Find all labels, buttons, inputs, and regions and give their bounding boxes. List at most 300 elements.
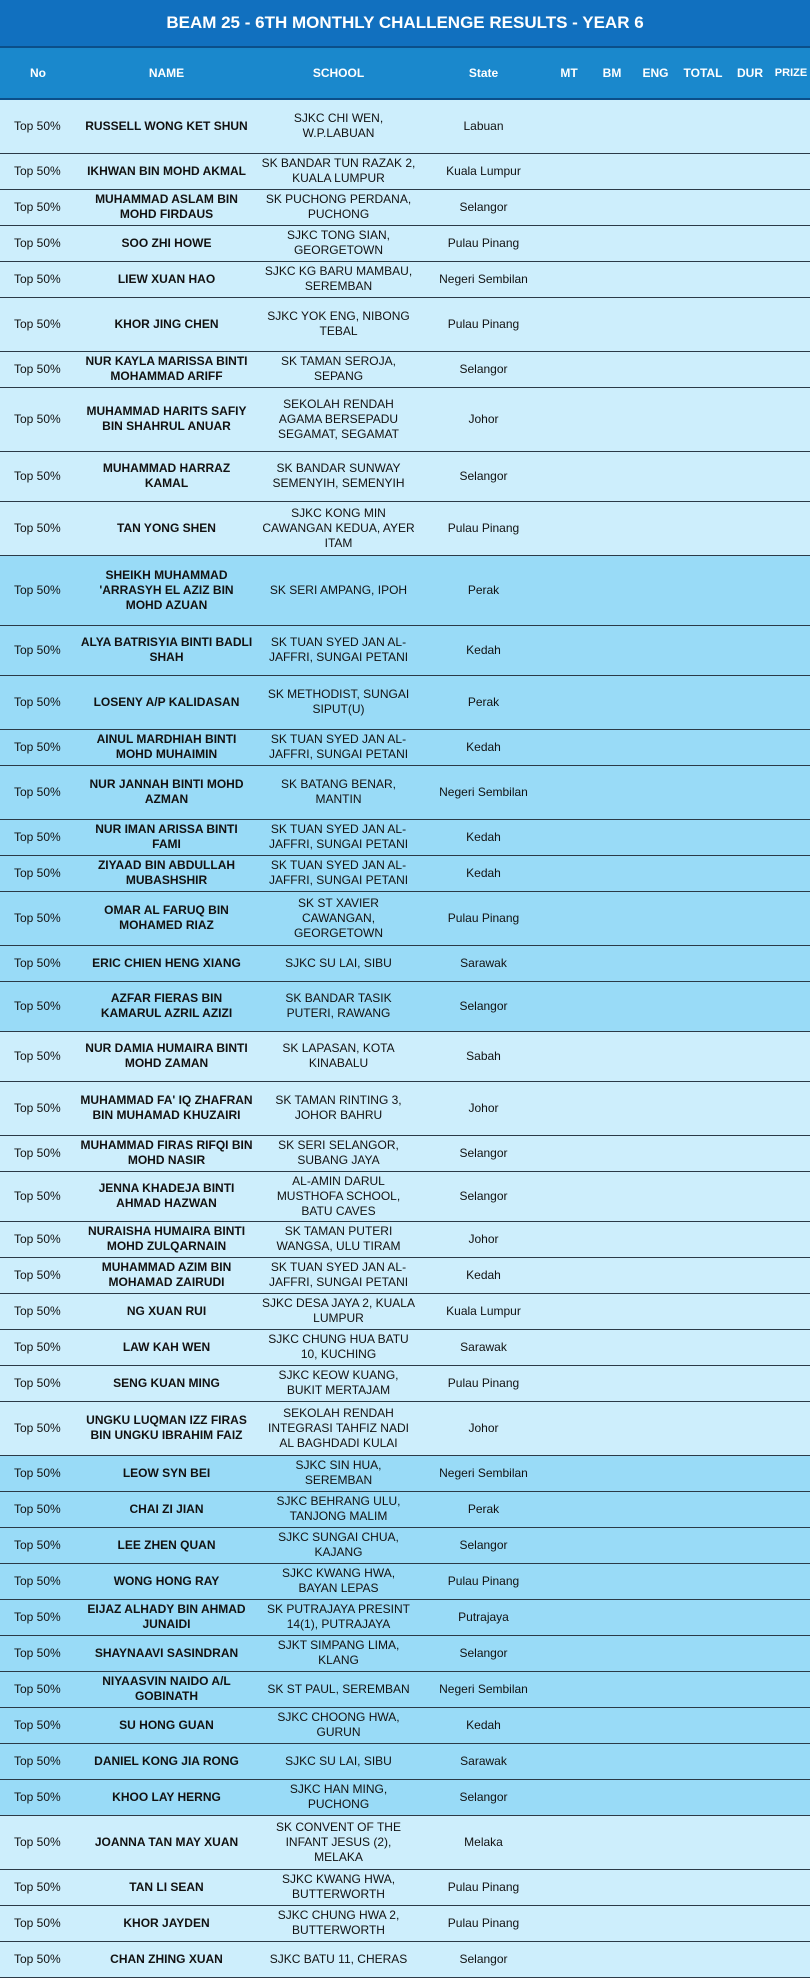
results-table: [0, 48, 810, 1978]
cell-mt: [547, 297, 591, 351]
cell-bm: [591, 675, 633, 729]
cell-mt: [547, 1081, 591, 1135]
cell-state: Kedah: [420, 729, 547, 765]
cell-bm: [591, 261, 633, 297]
cell-state: Perak: [420, 675, 547, 729]
cell-school: SJKC CHUNG HWA 2, BUTTERWORTH: [257, 1905, 420, 1941]
cell-name: KHOR JING CHEN: [76, 297, 257, 351]
cell-mt: [547, 99, 591, 153]
cell-bm: [591, 153, 633, 189]
cell-state: Selangor: [420, 1635, 547, 1671]
cell-state: Kedah: [420, 1257, 547, 1293]
cell-state: Selangor: [420, 1135, 547, 1171]
cell-no: Top 50%: [0, 1599, 76, 1635]
cell-school: SJKC HAN MING, PUCHONG: [257, 1779, 420, 1815]
cell-total: [678, 1401, 728, 1455]
cell-mt: [547, 1329, 591, 1365]
cell-eng: [633, 675, 678, 729]
cell-dur: [728, 387, 772, 451]
cell-prize: [772, 1031, 810, 1081]
cell-name: AZFAR FIERAS BIN KAMARUL AZRIL AZIZI: [76, 981, 257, 1031]
cell-mt: [547, 1455, 591, 1491]
cell-dur: [728, 1671, 772, 1707]
table-row: [0, 729, 810, 765]
cell-name: OMAR AL FARUQ BIN MOHAMED RIAZ: [76, 891, 257, 945]
cell-no: Top 50%: [0, 1869, 76, 1905]
cell-mt: [547, 387, 591, 451]
cell-dur: [728, 225, 772, 261]
cell-bm: [591, 1329, 633, 1365]
cell-total: [678, 765, 728, 819]
cell-mt: [547, 1031, 591, 1081]
table-row: [0, 765, 810, 819]
cell-name: LAW KAH WEN: [76, 1329, 257, 1365]
cell-school: SK TUAN SYED JAN AL-JAFFRI, SUNGAI PETANI: [257, 729, 420, 765]
cell-mt: [547, 351, 591, 387]
cell-state: Johor: [420, 1081, 547, 1135]
cell-dur: [728, 1257, 772, 1293]
cell-name: CHAI ZI JIAN: [76, 1491, 257, 1527]
cell-school: SJKC SUNGAI CHUA, KAJANG: [257, 1527, 420, 1563]
cell-no: Top 50%: [0, 1135, 76, 1171]
cell-school: SK BANDAR TASIK PUTERI, RAWANG: [257, 981, 420, 1031]
table-row: [0, 1779, 810, 1815]
cell-no: Top 50%: [0, 1221, 76, 1257]
cell-prize: [772, 819, 810, 855]
cell-no: Top 50%: [0, 153, 76, 189]
cell-school: SK CONVENT OF THE INFANT JESUS (2), MELAKA: [257, 1815, 420, 1869]
table-row: [0, 189, 810, 225]
cell-mt: [547, 1671, 591, 1707]
cell-eng: [633, 1329, 678, 1365]
cell-prize: [772, 1329, 810, 1365]
cell-prize: [772, 1815, 810, 1869]
cell-total: [678, 1941, 728, 1977]
cell-mt: [547, 1815, 591, 1869]
table-row: [0, 1869, 810, 1905]
cell-mt: [547, 1221, 591, 1257]
cell-dur: [728, 1905, 772, 1941]
cell-state: Kedah: [420, 855, 547, 891]
cell-prize: [772, 945, 810, 981]
cell-school: SJKC BEHRANG ULU, TANJONG MALIM: [257, 1491, 420, 1527]
cell-school: SK SERI SELANGOR, SUBANG JAYA: [257, 1135, 420, 1171]
cell-total: [678, 153, 728, 189]
cell-dur: [728, 189, 772, 225]
cell-no: Top 50%: [0, 99, 76, 153]
cell-state: Johor: [420, 1401, 547, 1455]
cell-prize: [772, 1707, 810, 1743]
table-row: [0, 1401, 810, 1455]
cell-eng: [633, 1171, 678, 1221]
table-row: [0, 1815, 810, 1869]
cell-prize: [772, 387, 810, 451]
table-row: [0, 1635, 810, 1671]
header-bm: BM: [591, 48, 633, 99]
cell-school: SJKC SU LAI, SIBU: [257, 1743, 420, 1779]
cell-prize: [772, 1743, 810, 1779]
cell-mt: [547, 945, 591, 981]
cell-state: Negeri Sembilan: [420, 1455, 547, 1491]
header-dur: DUR: [728, 48, 772, 99]
cell-eng: [633, 1031, 678, 1081]
header-state: State: [420, 48, 547, 99]
cell-state: Pulau Pinang: [420, 1869, 547, 1905]
header-name: NAME: [76, 48, 257, 99]
cell-eng: [633, 501, 678, 555]
cell-no: Top 50%: [0, 1455, 76, 1491]
cell-mt: [547, 501, 591, 555]
table-row: [0, 1707, 810, 1743]
cell-mt: [547, 625, 591, 675]
cell-state: Selangor: [420, 1779, 547, 1815]
cell-name: DANIEL KONG JIA RONG: [76, 1743, 257, 1779]
cell-no: Top 50%: [0, 1401, 76, 1455]
cell-dur: [728, 1081, 772, 1135]
cell-total: [678, 351, 728, 387]
cell-prize: [772, 189, 810, 225]
cell-state: Putrajaya: [420, 1599, 547, 1635]
cell-school: SJKC KWANG HWA, BUTTERWORTH: [257, 1869, 420, 1905]
cell-dur: [728, 1743, 772, 1779]
cell-state: Selangor: [420, 189, 547, 225]
cell-state: Sarawak: [420, 1743, 547, 1779]
cell-dur: [728, 451, 772, 501]
cell-total: [678, 1491, 728, 1527]
cell-school: SJKC YOK ENG, NIBONG TEBAL: [257, 297, 420, 351]
cell-bm: [591, 1031, 633, 1081]
table-row: [0, 99, 810, 153]
cell-eng: [633, 351, 678, 387]
table-row: [0, 819, 810, 855]
cell-name: NUR KAYLA MARISSA BINTI MOHAMMAD ARIFF: [76, 351, 257, 387]
cell-mt: [547, 1869, 591, 1905]
cell-school: SEKOLAH RENDAH AGAMA BERSEPADU SEGAMAT, SEGAMAT: [257, 387, 420, 451]
cell-no: Top 50%: [0, 351, 76, 387]
cell-mt: [547, 765, 591, 819]
cell-name: LEE ZHEN QUAN: [76, 1527, 257, 1563]
cell-eng: [633, 729, 678, 765]
table-row: [0, 501, 810, 555]
cell-school: SK ST PAUL, SEREMBAN: [257, 1671, 420, 1707]
cell-no: Top 50%: [0, 555, 76, 625]
cell-prize: [772, 261, 810, 297]
cell-prize: [772, 1221, 810, 1257]
cell-name: MUHAMMAD HARRAZ KAMAL: [76, 451, 257, 501]
cell-prize: [772, 451, 810, 501]
cell-state: Johor: [420, 387, 547, 451]
cell-dur: [728, 1329, 772, 1365]
cell-eng: [633, 99, 678, 153]
cell-eng: [633, 1779, 678, 1815]
cell-bm: [591, 1941, 633, 1977]
cell-state: Pulau Pinang: [420, 891, 547, 945]
cell-dur: [728, 1635, 772, 1671]
cell-prize: [772, 1527, 810, 1563]
cell-state: Pulau Pinang: [420, 297, 547, 351]
cell-no: Top 50%: [0, 297, 76, 351]
table-row: [0, 1599, 810, 1635]
cell-dur: [728, 1455, 772, 1491]
cell-prize: [772, 1135, 810, 1171]
cell-eng: [633, 1257, 678, 1293]
cell-mt: [547, 1599, 591, 1635]
table-row: [0, 351, 810, 387]
cell-dur: [728, 555, 772, 625]
header-total: TOTAL: [678, 48, 728, 99]
cell-total: [678, 1671, 728, 1707]
cell-bm: [591, 1171, 633, 1221]
cell-bm: [591, 1365, 633, 1401]
cell-mt: [547, 1563, 591, 1599]
cell-bm: [591, 297, 633, 351]
table-row: [0, 1031, 810, 1081]
table-row: [0, 387, 810, 451]
cell-state: Sarawak: [420, 1329, 547, 1365]
cell-school: SK TAMAN RINTING 3, JOHOR BAHRU: [257, 1081, 420, 1135]
cell-bm: [591, 819, 633, 855]
cell-mt: [547, 855, 591, 891]
cell-state: Melaka: [420, 1815, 547, 1869]
cell-prize: [772, 1779, 810, 1815]
cell-state: Perak: [420, 555, 547, 625]
cell-bm: [591, 351, 633, 387]
table-row: [0, 855, 810, 891]
cell-prize: [772, 1671, 810, 1707]
cell-eng: [633, 1563, 678, 1599]
cell-prize: [772, 765, 810, 819]
cell-school: SJKC KG BARU MAMBAU, SEREMBAN: [257, 261, 420, 297]
cell-school: SK PUTRAJAYA PRESINT 14(1), PUTRAJAYA: [257, 1599, 420, 1635]
cell-name: TAN LI SEAN: [76, 1869, 257, 1905]
cell-mt: [547, 1779, 591, 1815]
cell-name: KHOO LAY HERNG: [76, 1779, 257, 1815]
header-school: SCHOOL: [257, 48, 420, 99]
cell-bm: [591, 99, 633, 153]
cell-dur: [728, 1779, 772, 1815]
cell-mt: [547, 729, 591, 765]
cell-eng: [633, 1743, 678, 1779]
cell-school: SK LAPASAN, KOTA KINABALU: [257, 1031, 420, 1081]
cell-school: SEKOLAH RENDAH INTEGRASI TAHFIZ NADI AL BAGHDADI KULAI: [257, 1401, 420, 1455]
cell-bm: [591, 451, 633, 501]
cell-bm: [591, 1221, 633, 1257]
cell-total: [678, 1815, 728, 1869]
cell-no: Top 50%: [0, 675, 76, 729]
cell-total: [678, 981, 728, 1031]
cell-name: SHEIKH MUHAMMAD 'ARRASYH EL AZIZ BIN MOHD AZUAN: [76, 555, 257, 625]
cell-bm: [591, 1707, 633, 1743]
cell-school: SJKT SIMPANG LIMA, KLANG: [257, 1635, 420, 1671]
cell-no: Top 50%: [0, 945, 76, 981]
cell-prize: [772, 855, 810, 891]
cell-eng: [633, 1635, 678, 1671]
cell-school: SJKC CHUNG HUA BATU 10, KUCHING: [257, 1329, 420, 1365]
table-row: [0, 1527, 810, 1563]
cell-name: NUR JANNAH BINTI MOHD AZMAN: [76, 765, 257, 819]
cell-mt: [547, 1401, 591, 1455]
cell-state: Negeri Sembilan: [420, 1671, 547, 1707]
cell-dur: [728, 625, 772, 675]
cell-no: Top 50%: [0, 451, 76, 501]
cell-total: [678, 99, 728, 153]
cell-bm: [591, 625, 633, 675]
cell-bm: [591, 945, 633, 981]
cell-prize: [772, 351, 810, 387]
cell-total: [678, 1707, 728, 1743]
table-row: [0, 1257, 810, 1293]
cell-dur: [728, 1365, 772, 1401]
cell-no: Top 50%: [0, 1707, 76, 1743]
cell-school: SJKC BATU 11, CHERAS: [257, 1941, 420, 1977]
cell-state: Selangor: [420, 1527, 547, 1563]
cell-state: Pulau Pinang: [420, 1365, 547, 1401]
cell-no: Top 50%: [0, 1941, 76, 1977]
table-row: [0, 1455, 810, 1491]
cell-prize: [772, 1491, 810, 1527]
cell-name: NUR DAMIA HUMAIRA BINTI MOHD ZAMAN: [76, 1031, 257, 1081]
cell-dur: [728, 945, 772, 981]
cell-bm: [591, 501, 633, 555]
cell-school: SJKC CHOONG HWA, GURUN: [257, 1707, 420, 1743]
cell-eng: [633, 1491, 678, 1527]
cell-prize: [772, 1599, 810, 1635]
cell-no: Top 50%: [0, 1081, 76, 1135]
cell-state: Negeri Sembilan: [420, 261, 547, 297]
cell-state: Johor: [420, 1221, 547, 1257]
cell-dur: [728, 1563, 772, 1599]
table-row: [0, 1081, 810, 1135]
cell-no: Top 50%: [0, 1491, 76, 1527]
cell-dur: [728, 153, 772, 189]
cell-total: [678, 555, 728, 625]
cell-state: Selangor: [420, 451, 547, 501]
header-row: [0, 48, 810, 99]
cell-bm: [591, 1905, 633, 1941]
cell-no: Top 50%: [0, 1779, 76, 1815]
cell-name: LIEW XUAN HAO: [76, 261, 257, 297]
cell-state: Selangor: [420, 1171, 547, 1221]
cell-no: Top 50%: [0, 1293, 76, 1329]
table-row: [0, 1671, 810, 1707]
cell-dur: [728, 1491, 772, 1527]
cell-no: Top 50%: [0, 261, 76, 297]
cell-school: SJKC KWANG HWA, BAYAN LEPAS: [257, 1563, 420, 1599]
cell-prize: [772, 1171, 810, 1221]
cell-bm: [591, 1869, 633, 1905]
table-row: [0, 1221, 810, 1257]
cell-eng: [633, 1527, 678, 1563]
cell-prize: [772, 1081, 810, 1135]
cell-total: [678, 1635, 728, 1671]
cell-state: Selangor: [420, 1941, 547, 1977]
cell-no: Top 50%: [0, 855, 76, 891]
cell-prize: [772, 1941, 810, 1977]
cell-bm: [591, 729, 633, 765]
cell-school: SK METHODIST, SUNGAI SIPUT(U): [257, 675, 420, 729]
cell-prize: [772, 1635, 810, 1671]
cell-total: [678, 1869, 728, 1905]
cell-prize: [772, 1905, 810, 1941]
cell-school: SK BANDAR SUNWAY SEMENYIH, SEMENYIH: [257, 451, 420, 501]
cell-school: SK BANDAR TUN RAZAK 2, KUALA LUMPUR: [257, 153, 420, 189]
cell-prize: [772, 153, 810, 189]
cell-name: CHAN ZHING XUAN: [76, 1941, 257, 1977]
cell-mt: [547, 1491, 591, 1527]
cell-eng: [633, 1869, 678, 1905]
cell-prize: [772, 981, 810, 1031]
cell-school: SK TUAN SYED JAN AL-JAFFRI, SUNGAI PETANI: [257, 625, 420, 675]
cell-bm: [591, 1779, 633, 1815]
cell-state: Kedah: [420, 1707, 547, 1743]
cell-eng: [633, 1905, 678, 1941]
cell-prize: [772, 1257, 810, 1293]
cell-no: Top 50%: [0, 891, 76, 945]
cell-state: Pulau Pinang: [420, 225, 547, 261]
cell-total: [678, 1293, 728, 1329]
cell-state: Negeri Sembilan: [420, 765, 547, 819]
cell-total: [678, 625, 728, 675]
cell-state: Selangor: [420, 351, 547, 387]
cell-dur: [728, 297, 772, 351]
cell-eng: [633, 945, 678, 981]
cell-dur: [728, 981, 772, 1031]
cell-name: ALYA BATRISYIA BINTI BADLI SHAH: [76, 625, 257, 675]
cell-state: Perak: [420, 1491, 547, 1527]
cell-total: [678, 819, 728, 855]
cell-dur: [728, 99, 772, 153]
cell-dur: [728, 1941, 772, 1977]
cell-school: SK PUCHONG PERDANA, PUCHONG: [257, 189, 420, 225]
cell-name: MUHAMMAD HARITS SAFIY BIN SHAHRUL ANUAR: [76, 387, 257, 451]
cell-dur: [728, 1707, 772, 1743]
table-row: [0, 675, 810, 729]
cell-dur: [728, 1221, 772, 1257]
cell-name: JOANNA TAN MAY XUAN: [76, 1815, 257, 1869]
cell-state: Pulau Pinang: [420, 1563, 547, 1599]
cell-eng: [633, 153, 678, 189]
cell-total: [678, 501, 728, 555]
cell-state: Kedah: [420, 625, 547, 675]
cell-mt: [547, 1743, 591, 1779]
cell-name: RUSSELL WONG KET SHUN: [76, 99, 257, 153]
cell-total: [678, 675, 728, 729]
cell-no: Top 50%: [0, 1171, 76, 1221]
cell-school: AL-AMIN DARUL MUSTHOFA SCHOOL, BATU CAVES: [257, 1171, 420, 1221]
cell-total: [678, 855, 728, 891]
table-row: [0, 1329, 810, 1365]
cell-bm: [591, 387, 633, 451]
cell-prize: [772, 1563, 810, 1599]
cell-dur: [728, 1401, 772, 1455]
cell-prize: [772, 1365, 810, 1401]
cell-total: [678, 261, 728, 297]
cell-eng: [633, 1815, 678, 1869]
cell-bm: [591, 1257, 633, 1293]
cell-name: AINUL MARDHIAH BINTI MOHD MUHAIMIN: [76, 729, 257, 765]
cell-prize: [772, 1869, 810, 1905]
cell-dur: [728, 855, 772, 891]
cell-bm: [591, 1401, 633, 1455]
cell-state: Pulau Pinang: [420, 1905, 547, 1941]
cell-name: ERIC CHIEN HENG XIANG: [76, 945, 257, 981]
cell-eng: [633, 1365, 678, 1401]
table-row: [0, 1563, 810, 1599]
cell-school: SJKC KEOW KUANG, BUKIT MERTAJAM: [257, 1365, 420, 1401]
cell-dur: [728, 675, 772, 729]
cell-school: SK ST XAVIER CAWANGAN, GEORGETOWN: [257, 891, 420, 945]
cell-bm: [591, 1743, 633, 1779]
